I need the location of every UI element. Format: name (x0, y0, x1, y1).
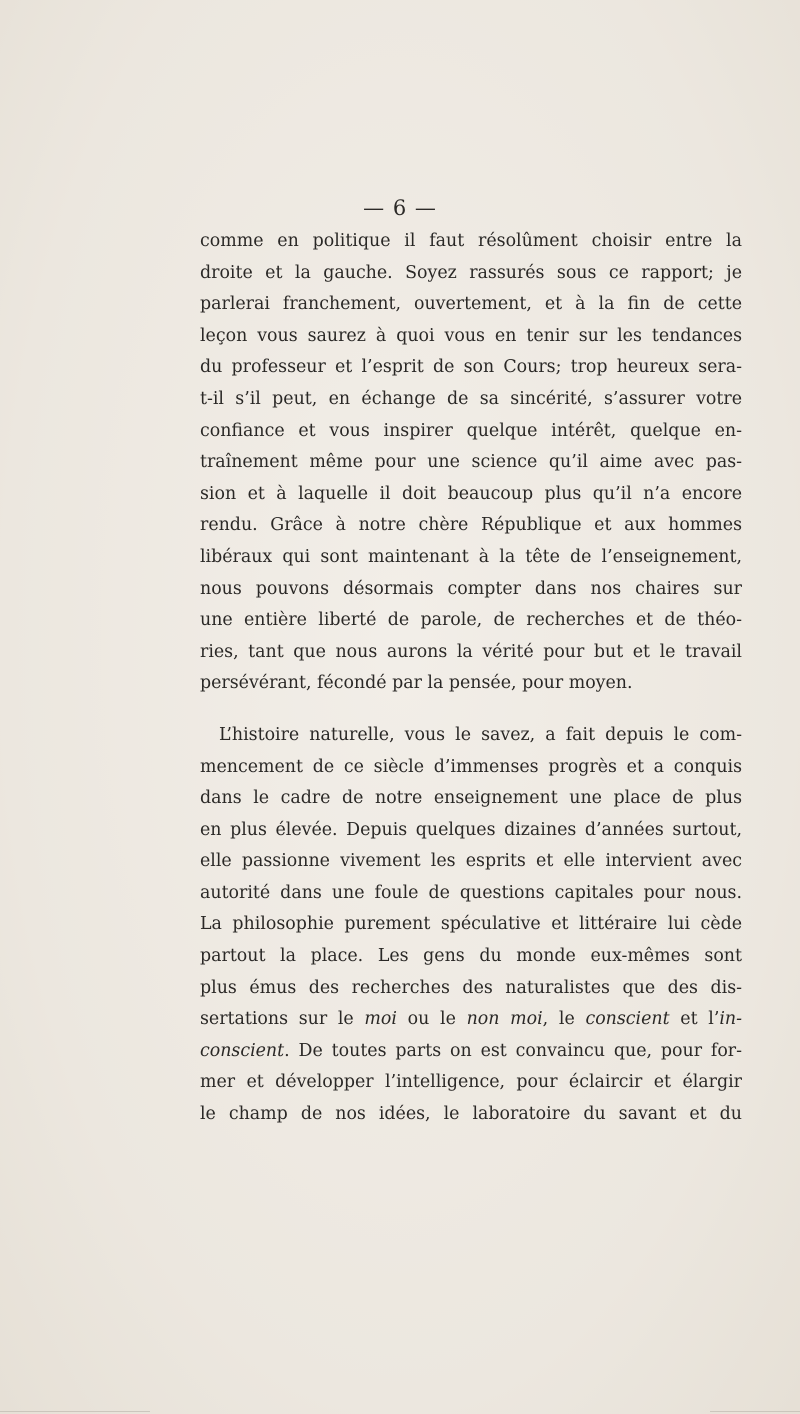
text-line: traînement même pour une science qu’il aime avec pas- (200, 452, 742, 473)
text-line: rendu. Grâce à notre chère République et aux hommes (200, 515, 742, 536)
italic-term: non moi (466, 1009, 543, 1030)
page-edge-mark-left (0, 1411, 150, 1412)
body-text (200, 226, 742, 1131)
text-line: leçon vous saurez à quoi vous en tenir sur les tendances (200, 325, 742, 346)
text-line: autorité dans une foule de questions capitales pour nous. (200, 882, 742, 903)
paragraph-2 (200, 720, 742, 1131)
text-line: persévérant, fécondé par la pensée, pour moyen. (200, 673, 633, 694)
page-number: — 6 — (363, 196, 437, 220)
text-line: ries, tant que nous aurons la vérité pour but et le travail (200, 641, 742, 662)
page-edge-mark-right (710, 1411, 800, 1412)
text-line: elle passionne vivement les esprits et elle intervient avec (200, 851, 742, 872)
text-run: et l’ (669, 1009, 720, 1030)
text-line: parlerai franchement, ouvertement, et à la fin de cette (200, 294, 742, 315)
text-line: plus émus des recherches des naturalistes que des dis- (200, 977, 742, 998)
text-line: La philosophie purement spéculative et littéraire lui cède (200, 914, 742, 935)
paragraph-1 (200, 226, 742, 700)
text-line: dans le cadre de notre enseignement une place de plus (200, 788, 742, 809)
italic-term: in- (719, 1009, 742, 1030)
text-line: droite et la gauche. Soyez rassurés sous ce rapport; je (200, 262, 742, 283)
paragraph-gap (200, 700, 742, 720)
italic-term: moi (364, 1009, 397, 1030)
text-line: mencement de ce siècle d’immenses progrès et a conquis (200, 756, 742, 777)
text-run: , le (542, 1009, 586, 1030)
text-run: . De toutes parts on est convaincu que, pour for- (284, 1040, 742, 1061)
text-line: t-il s’il peut, en échange de sa sincérité, s’assurer votre (200, 388, 742, 409)
text-line: sion et à laquelle il doit beaucoup plus qu’il n’a encore (200, 483, 742, 504)
text-run: ou le (396, 1009, 467, 1030)
text-line: une entière liberté de parole, de recherches et de théo- (200, 610, 742, 631)
text-line: libéraux qui sont maintenant à la tête de l’enseignement, (200, 546, 742, 567)
text-line: confiance et vous inspirer quelque intérêt, quelque en- (200, 420, 742, 441)
text-line: le champ de nos idées, le laboratoire du savant et du (200, 1104, 742, 1125)
text-line (200, 1036, 742, 1068)
text-line: du professeur et l’esprit de son Cours; trop heureux sera- (200, 357, 742, 378)
text-line: mer et développer l’intelligence, pour éclaircir et élargir (200, 1072, 742, 1093)
text-line: en plus élevée. Depuis quelques dizaines d’années surtout, (200, 819, 742, 840)
italic-term: conscient (585, 1009, 670, 1030)
text-line: L’histoire naturelle, vous le savez, a fait depuis le com- (219, 724, 742, 745)
italic-term: conscient (200, 1040, 285, 1061)
text-line: comme en politique il faut résolûment choisir entre la (200, 231, 742, 251)
text-line: nous pouvons désormais compter dans nos chaires sur (200, 578, 742, 599)
text-line: partout la place. Les gens du monde eux-mêmes sont (200, 946, 742, 967)
text-run: sertations sur le (200, 1009, 365, 1030)
text-line (200, 1004, 742, 1036)
